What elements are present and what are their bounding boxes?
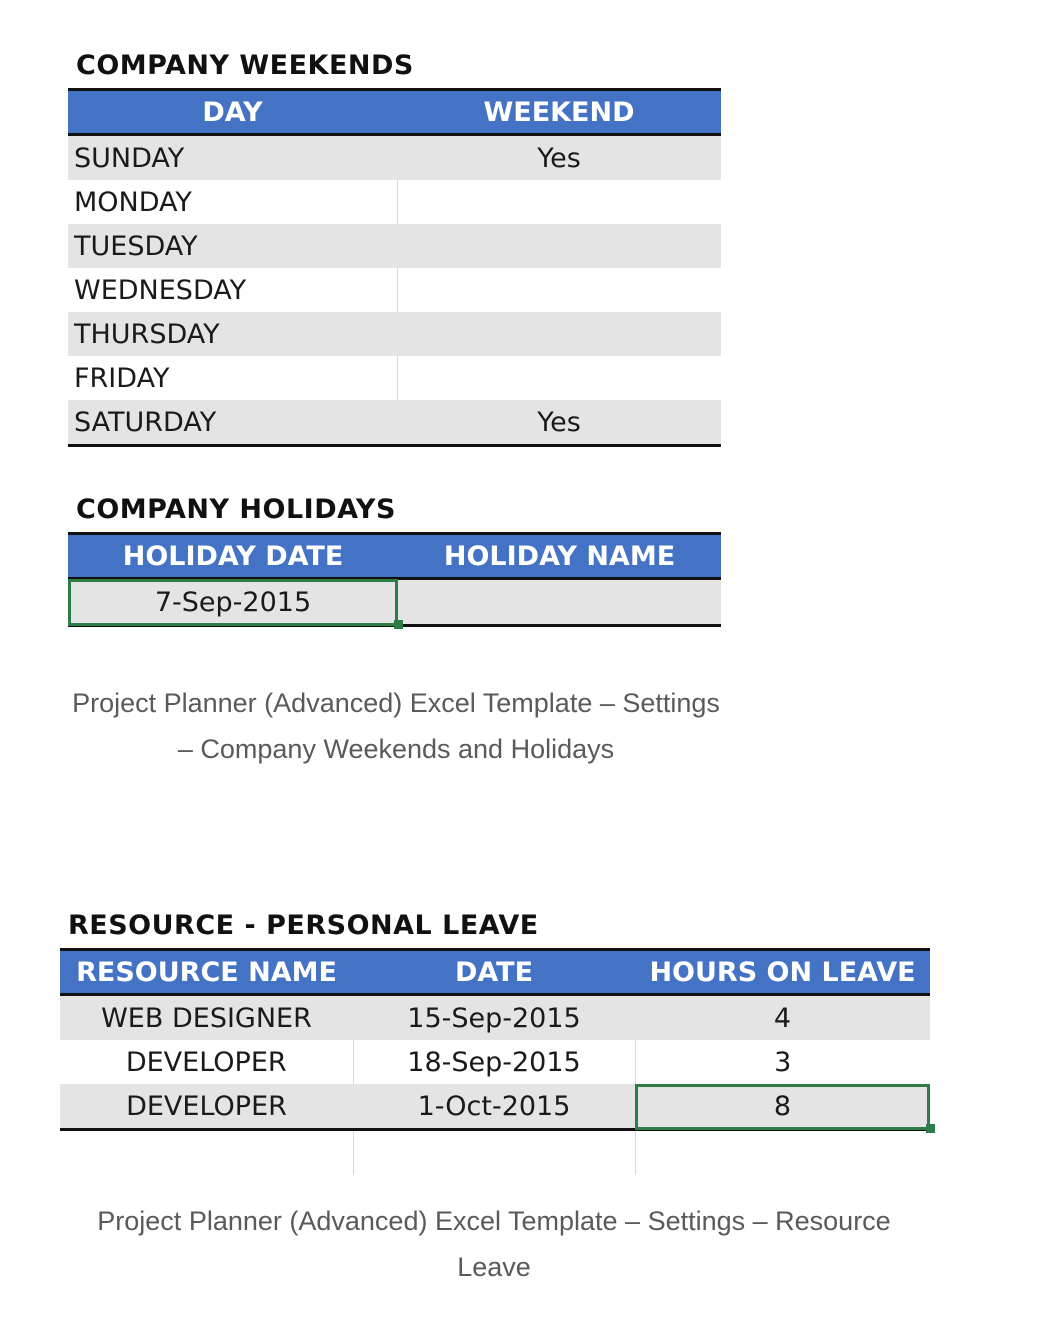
- table-row: [68, 224, 721, 268]
- empty-cell[interactable]: [60, 1130, 353, 1176]
- empty-cell[interactable]: [635, 1130, 930, 1176]
- table-row: [68, 312, 721, 356]
- table-row: [68, 135, 721, 181]
- holidays-title: COMPANY HOLIDAYS: [76, 494, 396, 525]
- caption-line: Leave: [457, 1252, 531, 1282]
- table-row: [68, 400, 721, 446]
- table-row: [68, 180, 721, 224]
- hours-value: 8: [773, 1090, 792, 1122]
- resource-name-cell[interactable]: WEB DESIGNER: [60, 995, 353, 1041]
- leave-title: RESOURCE - PERSONAL LEAVE: [68, 910, 539, 941]
- header-date[interactable]: DATE: [353, 950, 635, 995]
- fill-handle[interactable]: [394, 620, 403, 629]
- hours-cell[interactable]: 4: [635, 995, 930, 1041]
- table-row: [60, 1084, 930, 1130]
- empty-cell[interactable]: [353, 1130, 635, 1176]
- table-row: [68, 268, 721, 312]
- holiday-date-cell[interactable]: [68, 579, 398, 626]
- caption-line: Project Planner (Advanced) Excel Template – Settings: [72, 688, 720, 718]
- caption-line: Project Planner (Advanced) Excel Template – Settings – Resource: [97, 1206, 891, 1236]
- caption-line: – Company Weekends and Holidays: [177, 734, 615, 764]
- day-cell[interactable]: WEDNESDAY: [74, 274, 247, 306]
- day-cell[interactable]: FRIDAY: [74, 362, 170, 394]
- leave-date-cell[interactable]: 1-Oct-2015: [353, 1084, 635, 1130]
- holiday-name-cell[interactable]: [398, 579, 721, 626]
- day-cell[interactable]: SATURDAY: [68, 400, 397, 446]
- leave-date-cell[interactable]: 18-Sep-2015: [353, 1040, 635, 1084]
- header-holiday-name[interactable]: HOLIDAY NAME: [398, 534, 721, 579]
- weekend-cell[interactable]: [397, 224, 721, 268]
- fill-handle[interactable]: [926, 1124, 935, 1133]
- table-row: [60, 1040, 930, 1084]
- resource-name-cell[interactable]: DEVELOPER: [60, 1084, 353, 1130]
- table-row: [60, 995, 930, 1041]
- leave-date-cell[interactable]: 15-Sep-2015: [353, 995, 635, 1041]
- header-day[interactable]: DAY: [68, 90, 397, 135]
- header-holiday-date[interactable]: HOLIDAY DATE: [68, 534, 398, 579]
- day-cell[interactable]: TUESDAY: [68, 224, 397, 268]
- caption-weekends-holidays: [40, 680, 752, 772]
- holiday-date-value: 7-Sep-2015: [154, 586, 312, 618]
- header-hours-on-leave[interactable]: HOURS ON LEAVE: [635, 950, 930, 995]
- day-cell[interactable]: MONDAY: [74, 186, 192, 218]
- table-row: [68, 356, 721, 400]
- hours-cell-selected[interactable]: [635, 1084, 930, 1130]
- day-cell[interactable]: SUNDAY: [68, 135, 397, 181]
- weekend-cell[interactable]: [397, 356, 721, 400]
- holidays-table: [68, 532, 721, 627]
- header-weekend[interactable]: WEEKEND: [397, 90, 721, 135]
- weekends-table: [68, 88, 721, 447]
- empty-row: [60, 1130, 930, 1176]
- caption-resource-leave: [40, 1198, 948, 1290]
- weekend-cell[interactable]: [397, 312, 721, 356]
- header-resource-name[interactable]: RESOURCE NAME: [60, 950, 353, 995]
- weekend-cell[interactable]: Yes: [397, 400, 721, 446]
- weekends-title: COMPANY WEEKENDS: [76, 50, 414, 81]
- resource-name-cell[interactable]: DEVELOPER: [125, 1046, 287, 1078]
- weekend-cell[interactable]: Yes: [397, 135, 721, 181]
- day-cell[interactable]: THURSDAY: [68, 312, 397, 356]
- weekend-cell[interactable]: [397, 268, 721, 312]
- table-row: [68, 579, 721, 626]
- hours-cell[interactable]: 3: [635, 1040, 930, 1084]
- weekend-cell[interactable]: [397, 180, 721, 224]
- leave-table: [60, 948, 930, 1175]
